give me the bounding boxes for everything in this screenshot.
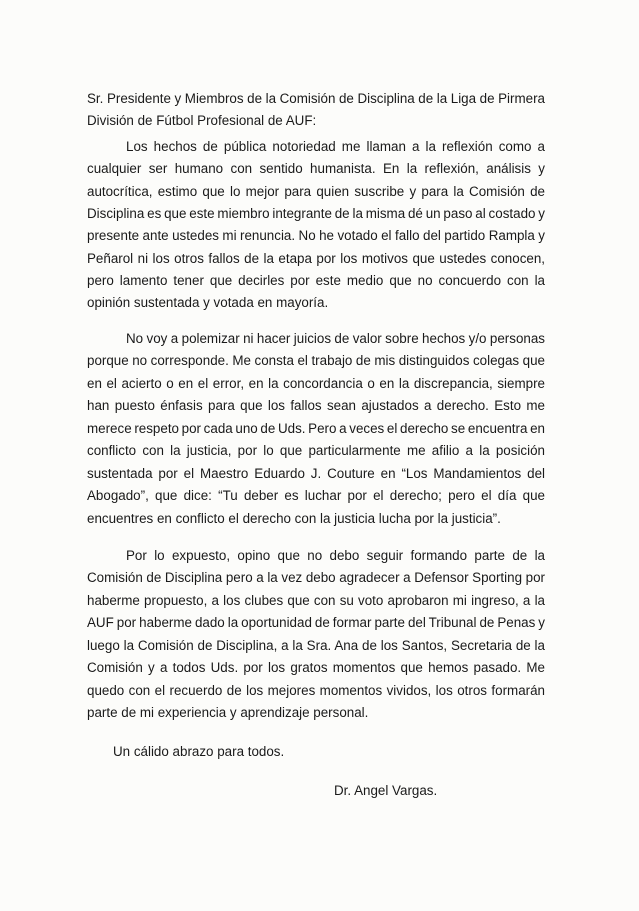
paragraph-line: AUF por haberme dado la oportunidad de formar parte del Tribunal de Penas y xyxy=(87,615,545,630)
paragraph-line: pero lamento tener que decirles por este medio que no concuerdo con la xyxy=(87,273,545,288)
paragraph-line: Comisión y a todos Uds. por los gratos momentos que hemos pasado. Me xyxy=(87,660,545,675)
paragraph-line: luego la Comisión de Disciplina, a la Sra. Ana de los Santos, Secretaria de la xyxy=(87,638,545,653)
paragraph-line: encuentres en conflicto el derecho con la justicia lucha por la justicia”. xyxy=(87,511,501,526)
paragraph-line: Por lo expuesto, opino que no debo seguir formando parte de la xyxy=(126,548,545,563)
paragraph-line: Abogado”, que dice: “Tu deber es luchar por el derecho; pero el día que xyxy=(87,488,545,503)
paragraph-line: parte de mi experiencia y aprendizaje personal. xyxy=(87,705,369,720)
paragraph-line: han puesto énfasis para que los fallos sean ajustados a derecho. Esto me xyxy=(87,398,545,413)
paragraph-line: Peñarol ni los otros fallos de la etapa por los motivos que ustedes conocen, xyxy=(87,251,545,266)
paragraph-line: haberme propuesto, a los clubes que con su voto aprobaron mi ingreso, a la xyxy=(87,593,545,608)
paragraph-line: quedo con el recuerdo de los mejores momentos vividos, los otros formarán xyxy=(87,683,545,698)
paragraph-line: merece respeto por cada uno de Uds. Pero a veces el derecho se encuentra en xyxy=(87,421,545,436)
salutation-line: División de Fútbol Profesional de AUF: xyxy=(87,113,317,128)
paragraph-line: conflicto con la justicia, por lo que particularmente me afilio a la posición xyxy=(87,443,545,458)
paragraph-line: cualquier ser humano con sentido humanista. En la reflexión, análisis y xyxy=(87,161,545,176)
paragraph-line: No voy a polemizar ni hacer juicios de valor sobre hechos y/o personas xyxy=(126,331,545,346)
paragraph-line: porque no corresponde. Me consta el trabajo de mis distinguidos colegas que xyxy=(87,353,545,368)
paragraph-line: autocrítica, estimo que lo mejor para quien suscribe y para la Comisión de xyxy=(87,184,545,199)
paragraph-line: sustentada por el Maestro Eduardo J. Couture en “Los Mandamientos del xyxy=(87,466,545,481)
salutation-line: Sr. Presidente y Miembros de la Comisión de Disciplina de la Liga de Pirmera xyxy=(87,91,545,106)
paragraph-line: Comisión de Disciplina pero a la vez debo agradecer a Defensor Sporting por xyxy=(87,570,545,585)
closing-line: Un cálido abrazo para todos. xyxy=(113,744,285,759)
paragraph-line: opinión sustentada y votada en mayoría. xyxy=(87,295,329,310)
paragraph-line: en el acierto o en el error, en la concordancia o en la discrepancia, siempre xyxy=(87,376,545,391)
paragraph-line: Los hechos de pública notoriedad me llaman a la reflexión como a xyxy=(126,139,545,154)
paragraph-line: presente ante ustedes mi renuncia. No he votado el fallo del partido Rampla y xyxy=(87,228,545,243)
signature: Dr. Angel Vargas. xyxy=(334,783,438,798)
paragraph-line: Disciplina es que este miembro integrante de la misma dé un paso al costado y xyxy=(87,206,545,221)
